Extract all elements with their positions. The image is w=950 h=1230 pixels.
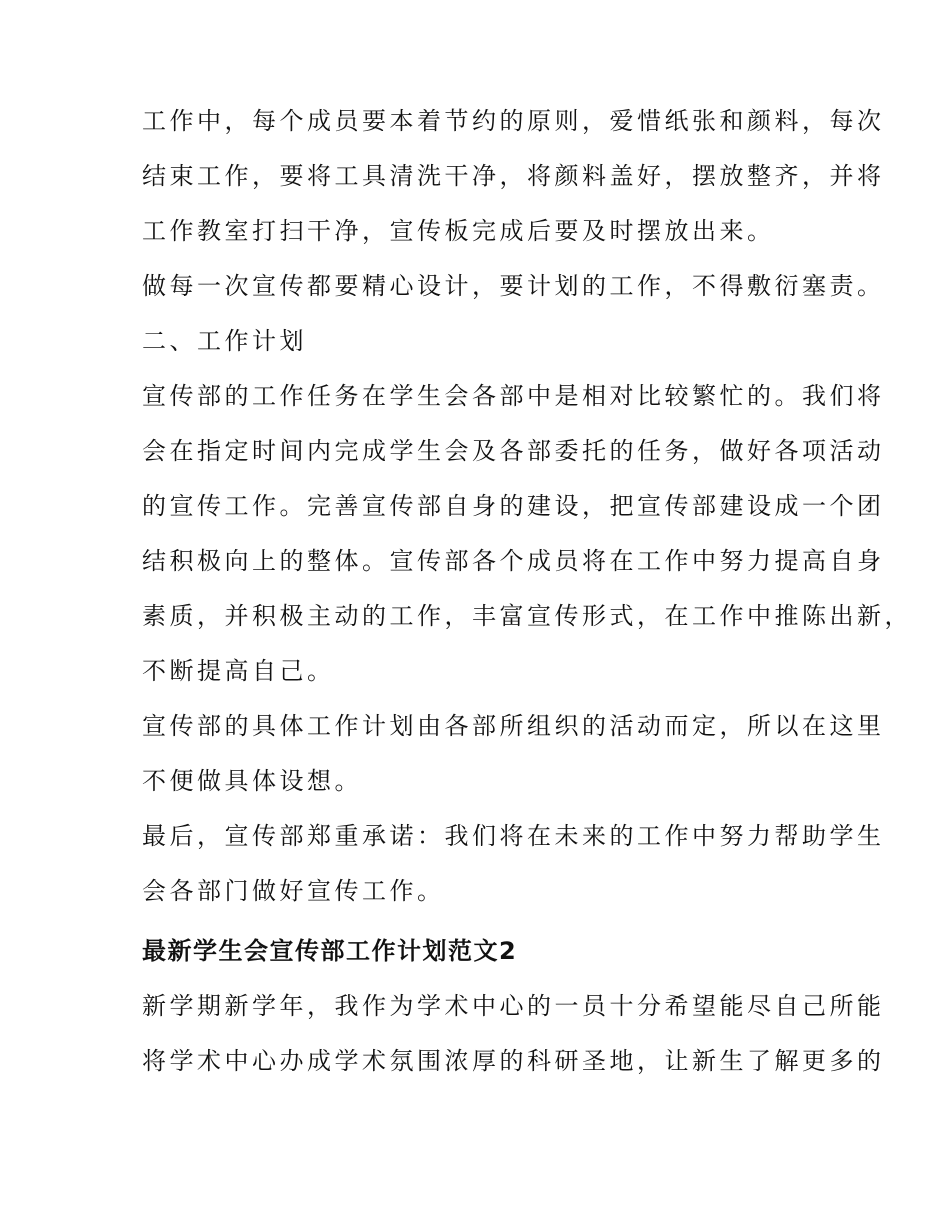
paragraph-line: 最后，宣传部郑重承诺：我们将在未来的工作中努力帮助学生 xyxy=(142,822,885,850)
paragraph-line: 会在指定时间内完成学生会及各部委托的任务，做好各项活动 xyxy=(142,437,885,465)
paragraph-line: 做每一次宣传都要精心设计，要计划的工作，不得敷衍塞责。 xyxy=(142,272,885,300)
paragraph-line: 不便做具体设想。 xyxy=(142,767,362,795)
paragraph-line: 宣传部的具体工作计划由各部所组织的活动而定，所以在这里 xyxy=(142,712,885,740)
paragraph-line: 宣传部的工作任务在学生会各部中是相对比较繁忙的。我们将 xyxy=(142,382,885,410)
article-title: 最新学生会宣传部工作计划范文2 xyxy=(142,937,518,965)
paragraph-line: 将学术中心办成学术氛围浓厚的科研圣地，让新生了解更多的 xyxy=(142,1047,885,1075)
paragraph-line: 素质，并积极主动的工作，丰富宣传形式，在工作中推陈出新， xyxy=(142,602,912,630)
paragraph-line: 会各部门做好宣传工作。 xyxy=(142,877,445,905)
section-heading: 二、工作计划 xyxy=(142,327,307,355)
paragraph-line: 不断提高自己。 xyxy=(142,657,335,685)
paragraph-line: 工作中，每个成员要本着节约的原则，爱惜纸张和颜料，每次 xyxy=(142,107,885,135)
paragraph-line: 工作教室打扫干净，宣传板完成后要及时摆放出来。 xyxy=(142,217,775,245)
paragraph-line: 的宣传工作。完善宣传部自身的建设，把宣传部建设成一个团 xyxy=(142,492,885,520)
paragraph-line: 结束工作，要将工具清洗干净，将颜料盖好，摆放整齐，并将 xyxy=(142,162,885,190)
paragraph-line: 新学期新学年，我作为学术中心的一员十分希望能尽自己所能 xyxy=(142,992,885,1020)
paragraph-line: 结积极向上的整体。宣传部各个成员将在工作中努力提高自身 xyxy=(142,547,885,575)
